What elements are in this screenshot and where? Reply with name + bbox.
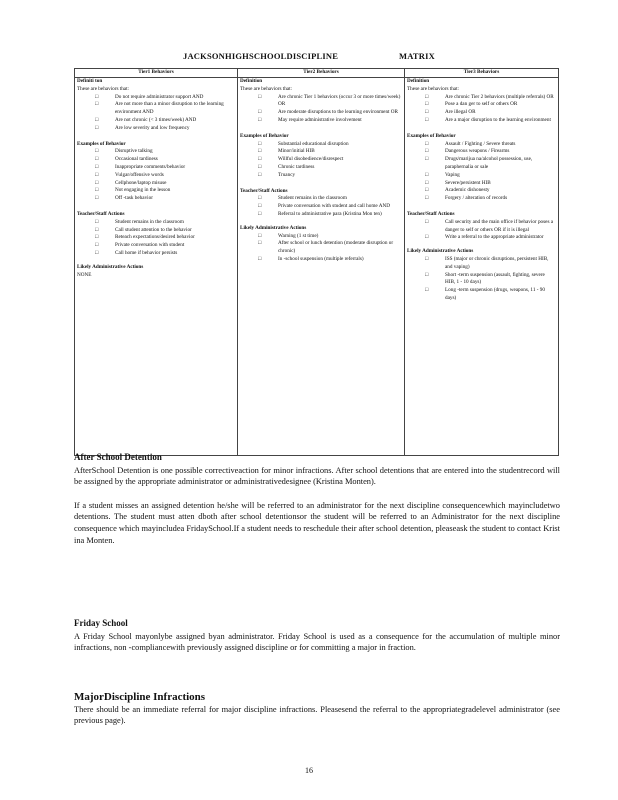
tier-actions-label: Teacher/Staff Actions — [240, 187, 288, 194]
tier-examples-item: □ Willful disobedience/disrespect — [258, 156, 402, 164]
tier-admin-item: □ Long -term suspension (drugs, weapons, 11 - 90 days) — [425, 287, 556, 303]
tier-definition-section — [240, 78, 402, 125]
tier-examples-item: □ Off -task behavior — [95, 195, 235, 203]
major-para: There should be an immediate referral for major discipline infractions. Pleasesend the referral to the appropriategradelevel administrator (see previous page). — [74, 704, 560, 726]
tier-examples-item: □ Vaping — [425, 172, 556, 180]
tier-actions-label: Teacher/Staff Actions — [77, 210, 125, 217]
tier-actions-item: □ Call home if behavior persists — [95, 250, 235, 258]
tier-actions-item: □ Private conversation with student and call home AND — [258, 203, 402, 211]
tier-actions-item: □ Write a referral to the appropriate administrator — [425, 234, 556, 242]
tier-examples-item: □ Truancy — [258, 172, 402, 180]
tier-definition-list — [77, 94, 235, 133]
tier-actions-list — [77, 219, 235, 258]
tier-examples-item: □ Not engaging in the lesson — [95, 187, 235, 195]
tier-definition-lead: These are behaviors that: — [77, 85, 129, 92]
tier-admin-label: Likely Administrative Actions — [407, 248, 474, 255]
tier-admin-label: Likely Administrative Actions — [77, 263, 144, 270]
tier3-header: Tier3 Behaviors — [405, 69, 559, 78]
tier2-cell — [238, 78, 405, 456]
tier-admin-item: □ Warning (1 st time) — [258, 233, 402, 241]
tier-actions-label: Teacher/Staff Actions — [407, 210, 455, 217]
tier-examples-label: Examples of Behavior — [240, 132, 289, 139]
tier-definition-lead: These are behaviors that: — [407, 85, 459, 92]
friday-school-section — [74, 618, 560, 654]
tier-admin-section — [240, 225, 402, 264]
tier-admin-item: □ After school or lunch detention (moderate disruption or chronic) — [258, 240, 402, 256]
tier-definition-item: □ Are low severity and low frequency — [95, 125, 235, 133]
tier-definition-item: □ Are illegal OR — [425, 109, 556, 117]
tier-definition-item: □ Are a major disruption to the learning environment — [425, 117, 556, 125]
tier-definition-item: □ Are not chronic (< 3 times/week) AND — [95, 117, 235, 125]
tier-definition-label: Definiti ton — [77, 78, 103, 84]
after-school-heading: After School Detention — [74, 452, 162, 462]
tier-examples-item: □ Inappropriate comments/behavior — [95, 164, 235, 172]
tier-examples-item: □ Cellphone/laptop misuse — [95, 180, 235, 188]
tier-admin-list — [407, 256, 556, 303]
tier3-cell — [405, 78, 559, 456]
tier-examples-item: □ Minor/initial HIB — [258, 148, 402, 156]
tier-admin-item: □ In -school suspension (multiple referrals) — [258, 256, 402, 264]
tier-admin-lead: NONE — [77, 271, 92, 278]
tier-definition-list — [407, 94, 556, 125]
tier-definition-section — [407, 78, 556, 125]
tier-examples-list — [240, 141, 402, 180]
tier-examples-item: □ Chronic tardiness — [258, 164, 402, 172]
tier-examples-section — [77, 141, 235, 203]
tier-examples-item: □ Forgery / alteration of records — [425, 195, 556, 203]
tier-examples-list — [77, 148, 235, 203]
tier-admin-section — [77, 264, 235, 280]
tier-definition-item: □ May require administrative involvement — [258, 117, 402, 125]
tier-definition-item: □ Pose a dan ger to self or others OR — [425, 101, 556, 109]
tier-definition-item: □ Do not require administrator support AND — [95, 94, 235, 102]
tier-examples-item: □ Academic dishonesty — [425, 187, 556, 195]
tier-examples-label: Examples of Behavior — [77, 140, 126, 147]
after-school-section — [74, 452, 560, 546]
tier-admin-item: □ Short -term suspension (assault, fighting, severe HIB, 1 - 10 days) — [425, 272, 556, 288]
tier2-header: Tier2 Behaviors — [238, 69, 405, 78]
tier-examples-item: □ Severe/persistent HIB — [425, 180, 556, 188]
tier-definition-label: Definition — [407, 78, 430, 84]
tier-admin-item: □ ISS (major or chronic disruptions, persistent HIB, and vaping) — [425, 256, 556, 272]
tier-actions-item: □ Reteach expectations/desired behavior — [95, 234, 235, 242]
tier-definition-section — [77, 78, 235, 133]
tier-actions-item: □ Student remains in the classroom — [95, 219, 235, 227]
discipline-matrix — [74, 68, 559, 456]
tier-examples-item: □ Occasional tardiness — [95, 156, 235, 164]
tier1-header: Tier1 Behaviors — [75, 69, 238, 78]
tier-examples-item: □ Drugs/marijua na/alcohol possession, use, paraphernalia or sale — [425, 156, 556, 172]
tier-examples-item: □ Dangerous weapons / Firearms — [425, 148, 556, 156]
tier-actions-item: □ Student remains in the classroom — [258, 195, 402, 203]
tier-actions-item: □ Call student attention to the behavior — [95, 227, 235, 235]
tier-examples-section — [240, 133, 402, 180]
tier-actions-section — [407, 211, 556, 242]
tier-admin-label: Likely Administrative Actions — [240, 224, 307, 231]
tier-definition-item: □ Are not more than a minor disruption to the learning environment AND — [95, 101, 235, 117]
tier-admin-section — [407, 248, 556, 303]
tier-definition-list — [240, 94, 402, 125]
tier-examples-item: □ Substantial educational disruption — [258, 141, 402, 149]
tier-actions-item: □ Referral to administrative para (Kristina Mon ten) — [258, 211, 402, 219]
tier-admin-list — [240, 233, 402, 264]
tier-definition-label: Definition — [240, 78, 263, 84]
tier1-cell — [75, 78, 238, 456]
tier-actions-item: □ Private conversation with student — [95, 242, 235, 250]
friday-school-para: A Friday School mayonlybe assigned byan administrator. Friday School is used as a consequence for the accumulation of multiple minor infractions, non -compliancewith previously assigned discipline or for committing a major in fraction. — [74, 631, 560, 653]
tier-definition-item: □ Are chronic Tier 1 behaviors (occur 3 or more times/week) OR — [258, 94, 402, 110]
tier-examples-section — [407, 133, 556, 203]
tier-definition-item: □ Are moderate disruptions to the learning environment OR — [258, 109, 402, 117]
major-heading: MajorDiscipline Infractions — [74, 691, 206, 703]
tier-actions-section — [77, 211, 235, 258]
tier-examples-list — [407, 141, 556, 203]
tier-definition-lead: These are behaviors that: — [240, 85, 292, 92]
title-left: JACKSONHIGHSCHOOLDISCIPLINE — [183, 51, 339, 61]
major-section — [74, 692, 560, 727]
tier-actions-section — [240, 188, 402, 219]
tier-actions-list — [240, 195, 402, 218]
tier-actions-list — [407, 219, 556, 242]
tier-actions-item: □ Call security and the main office if behavior poses a danger to self or others OR if it is illegal — [425, 219, 556, 235]
tier-examples-item: □ Disruptive talking — [95, 148, 235, 156]
tier-examples-label: Examples of Behavior — [407, 132, 456, 139]
after-school-para-2: If a student misses an assigned detention he/she will be referred to an administrator for the next discipline consequencewhich mayincludetwo detentions. The student must atten dboth after school detentionsor the student will be referred to an Administrator for the next discipline consequence which mayincludea FridaySchool.If a student needs to reschedule their after school detention, pleaseask the student to contact Krist ina Monten. — [74, 500, 560, 545]
tier-examples-item: □ Assault / Fighting / Severe threats — [425, 141, 556, 149]
friday-school-heading: Friday School — [74, 618, 128, 628]
after-school-para-1: AfterSchool Detention is one possible correctiveaction for minor infractions. After school detentions that are entered into the studentrecord will be assigned by the appropriate administrator or administrativedesignee (Kristina Monten). — [74, 465, 560, 487]
tier-definition-item: □ Are chronic Tier 2 behaviors (multiple referrals) OR — [425, 94, 556, 102]
tier-examples-item: □ Vulgar/offensive words — [95, 172, 235, 180]
title-right: MATRIX — [399, 51, 435, 61]
page-number: 16 — [305, 766, 313, 775]
